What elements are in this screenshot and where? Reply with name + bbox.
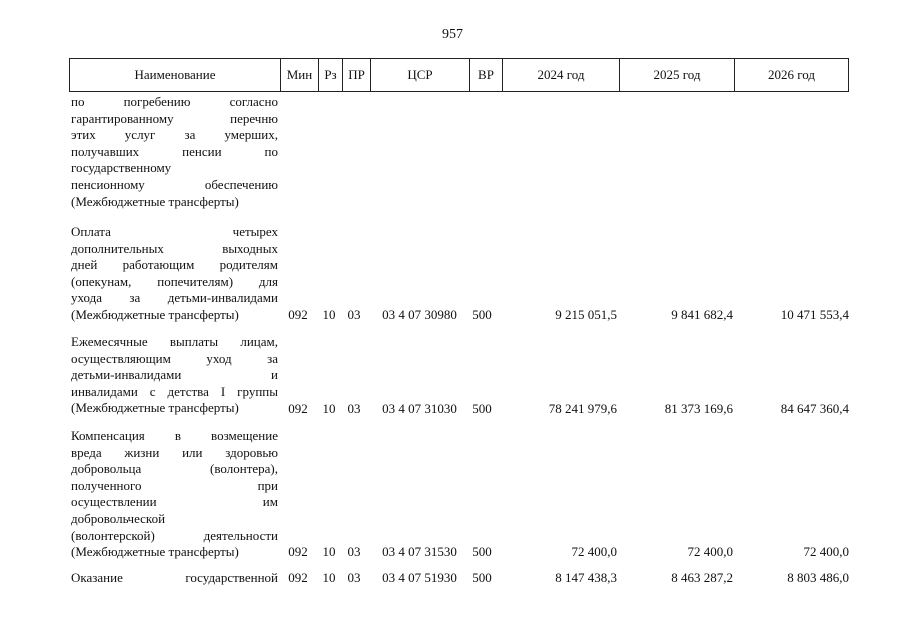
row-name <box>71 224 278 324</box>
row-name-line: Оказание государственной <box>71 570 278 585</box>
cell-vr: 500 <box>472 307 492 322</box>
header-pr: ПР <box>343 59 371 91</box>
cell-pr: 03 <box>347 570 361 585</box>
cell-vr: 500 <box>472 570 492 585</box>
row-name-line: (Межбюджетные трансферты) <box>71 306 239 322</box>
cell-2026: 8 803 486,0 <box>787 570 849 585</box>
row-name-line: полученного при <box>71 477 278 493</box>
cell-2025: 72 400,0 <box>687 544 733 559</box>
row-name-line: осуществляющим уход за <box>71 350 278 366</box>
page-number: 957 <box>442 27 463 42</box>
row-name-line: по погребению согласно <box>71 94 278 109</box>
header-2026: 2026 год <box>768 67 815 82</box>
row-name-line: (опекунам, попечителям) для <box>71 273 278 289</box>
cell-2026: 10 471 553,4 <box>780 307 849 322</box>
cell-min: 092 <box>288 307 308 322</box>
row-name-line: дней работающим родителям <box>71 257 278 273</box>
cell-2024: 8 147 438,3 <box>555 570 617 585</box>
row-name-line: инвалидами с детства I группы <box>71 383 278 399</box>
header-vr: ВР <box>470 59 503 91</box>
cell-2025: 81 373 169,6 <box>664 401 733 416</box>
row-name-line: детьми-инвалидами и <box>71 367 278 383</box>
header-csr: ЦСР <box>371 59 470 91</box>
cell-2026: 72 400,0 <box>803 544 849 559</box>
row-name <box>71 94 278 210</box>
row-name-line: Ежемесячные выплаты лицам, <box>71 334 278 349</box>
cell-2026: 84 647 360,4 <box>780 401 849 416</box>
cell-vr: 500 <box>472 544 492 559</box>
header-2024: 2024 год <box>503 59 620 91</box>
cell-2025: 8 463 287,2 <box>671 570 733 585</box>
cell-rz: 10 <box>322 570 336 585</box>
header-2025: 2025 год <box>620 59 735 91</box>
cell-2024: 72 400,0 <box>571 544 617 559</box>
cell-min: 092 <box>288 401 308 416</box>
row-name-line: Компенсация в возмещение <box>71 428 278 443</box>
row-name-line: (Межбюджетные трансферты) <box>71 400 239 416</box>
row-name <box>71 570 278 587</box>
row-name-line: добровольца (волонтера), <box>71 461 278 477</box>
header-min: Мин <box>281 59 319 91</box>
cell-csr: 03 4 07 31530 <box>382 544 457 559</box>
cell-pr: 03 <box>347 544 361 559</box>
row-name-line: добровольческой <box>71 510 166 526</box>
cell-rz: 10 <box>322 401 336 416</box>
row-name-line: ухода за детьми-инвалидами <box>71 290 278 306</box>
cell-pr: 03 <box>347 307 361 322</box>
row-name-line: дополнительных выходных <box>71 240 278 256</box>
row-name-line: (Межбюджетные трансферты) <box>71 193 239 209</box>
row-name <box>71 428 278 561</box>
cell-rz: 10 <box>322 544 336 559</box>
row-name-line: этих услуг за умерших, <box>71 127 278 143</box>
row-name-line: пенсионному обеспечению <box>71 176 278 192</box>
row-name-line: вреда жизни или здоровью <box>71 444 278 460</box>
table-header <box>69 58 849 92</box>
cell-2025: 9 841 682,4 <box>671 307 733 322</box>
row-name-line: (Межбюджетные трансферты) <box>71 544 239 560</box>
row-name-line: получавших пенсии по <box>71 143 278 159</box>
row-name-line: государственному <box>71 160 172 176</box>
cell-rz: 10 <box>322 307 336 322</box>
row-name-line: Оплата четырех <box>71 224 278 239</box>
row-name <box>71 334 278 417</box>
cell-csr: 03 4 07 30980 <box>382 307 457 322</box>
row-name-line: (волонтерской) деятельности <box>71 527 278 543</box>
cell-2024: 78 241 979,6 <box>548 401 617 416</box>
cell-csr: 03 4 07 31030 <box>382 401 457 416</box>
cell-pr: 03 <box>347 401 361 416</box>
row-name-line: гарантированному перечню <box>71 110 278 126</box>
cell-min: 092 <box>288 570 308 585</box>
header-name: Наименование <box>70 59 281 91</box>
cell-vr: 500 <box>472 401 492 416</box>
row-name-line: осуществлении им <box>71 494 278 510</box>
header-rz: Рз <box>319 59 343 91</box>
cell-2024: 9 215 051,5 <box>555 307 617 322</box>
cell-csr: 03 4 07 51930 <box>382 570 457 585</box>
cell-min: 092 <box>288 544 308 559</box>
